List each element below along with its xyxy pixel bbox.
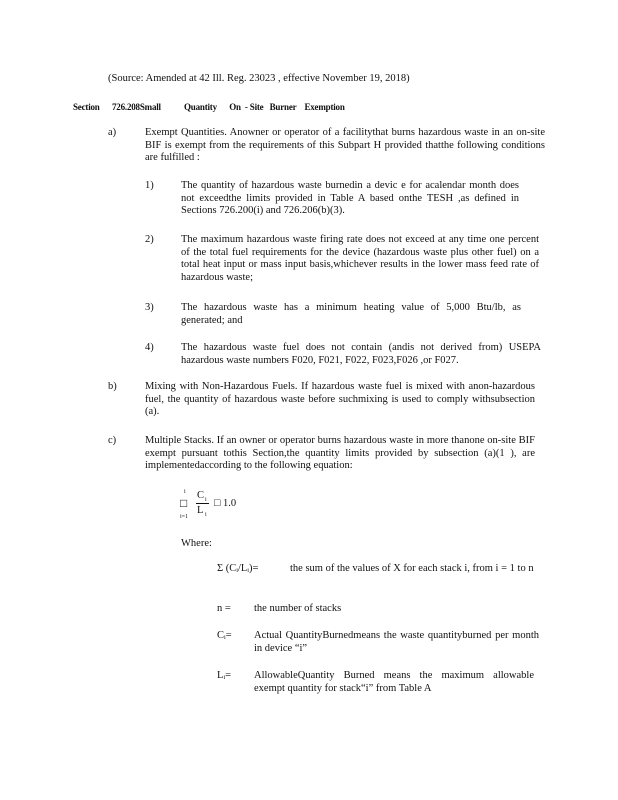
item-label-a: a) (108, 127, 117, 138)
definition-term-li: Lᵢ= (217, 670, 232, 681)
section-title: Quantity On - Site Burner Exemption (184, 102, 345, 112)
denominator-subscript: i (205, 512, 207, 518)
subitem-text-2: The maximum hazardous waste firing rate does not exceed at any time one percent of the total fuel requirements for the device (hazardous waste plus other fuel) on a total heat input or mass input basis,whichever results in the lower mass feed rate of hazardous waste; (181, 234, 539, 283)
subitem-label-1: 1) (145, 180, 154, 191)
relation-value: □ 1.0 (214, 498, 237, 509)
item-text-c: Multiple Stacks. If an owner or operator burns hazardous waste in more thanone on-site BIF exempt pursuant tothis Section,the quantity limits provided by subsection (a)(1 ), are implementedaccording to the following equation: (145, 435, 535, 471)
subitem-label-2: 2) (145, 234, 154, 245)
fraction-bar (196, 503, 209, 504)
fraction-denominator: L (197, 505, 204, 516)
subitem-label-3: 3) (145, 302, 154, 313)
item-label-b: b) (108, 381, 117, 392)
subitem-text-3: The hazardous waste has a minimum heating value of 5,000 Btu/lb, as generated; and (181, 302, 521, 326)
definition-term-sum: Σ (Cᵢ/Lᵢ)= (217, 563, 259, 574)
subitem-text-1: The quantity of hazardous waste burnedin a devic e for acalendar month does not exceedthe limits provided in Table A based onthe TESH ,as defined in Sections 726.200(i) and 726.206(b)(3). (181, 180, 519, 216)
definition-text-n: the number of stacks (254, 603, 342, 614)
definition-text-ci: Actual QuantityBurnedmeans the waste quantityburned per month in device “i” (254, 630, 539, 654)
definition-text-sum: the sum of the values of X for each stack i, from i = 1 to n (290, 563, 534, 574)
section-number: Section (73, 102, 100, 112)
sum-lower-limit: i=1 (180, 514, 189, 520)
summation-equation (176, 488, 266, 524)
item-text-b: Mixing with Non-Hazardous Fuels. If hazardous waste fuel is mixed with anon-hazardous fuel, the quantity of hazardous waste before suchmixing is used to comply withsubsection (a). (145, 381, 535, 417)
subitem-label-4: 4) (145, 342, 154, 353)
definition-term-ci: Cᵢ= (217, 630, 232, 641)
section-code: 726.208Small (112, 102, 161, 112)
source-note: (Source: Amended at 42 Ill. Reg. 23023 , effective November 19, 2018) (108, 73, 410, 84)
item-label-c: c) (108, 435, 117, 446)
subitem-text-4: The hazardous waste fuel does not contain (andis not derived from) USEPA hazardous waste numbers F020, F021, F022, F023,F026 ,or F027. (181, 342, 541, 366)
item-text-a: Exempt Quantities. Anowner or operator of a facilitythat burns hazardous waste in an on-site BIF is exempt from the requirements of this Subpart H provided thatthe following conditions are fulfilled : (145, 127, 545, 163)
sum-symbol-glyph: □ (180, 496, 188, 510)
where-label: Where: (181, 538, 212, 549)
fraction-numerator: C (197, 490, 205, 501)
definition-text-li: AllowableQuantity Burned means the maximum allowable exempt quantity for stack“i” from Table A (254, 670, 534, 694)
definition-term-n: n = (217, 603, 231, 614)
numerator-subscript: i (205, 497, 207, 503)
sum-upper-limit: i (184, 489, 186, 495)
